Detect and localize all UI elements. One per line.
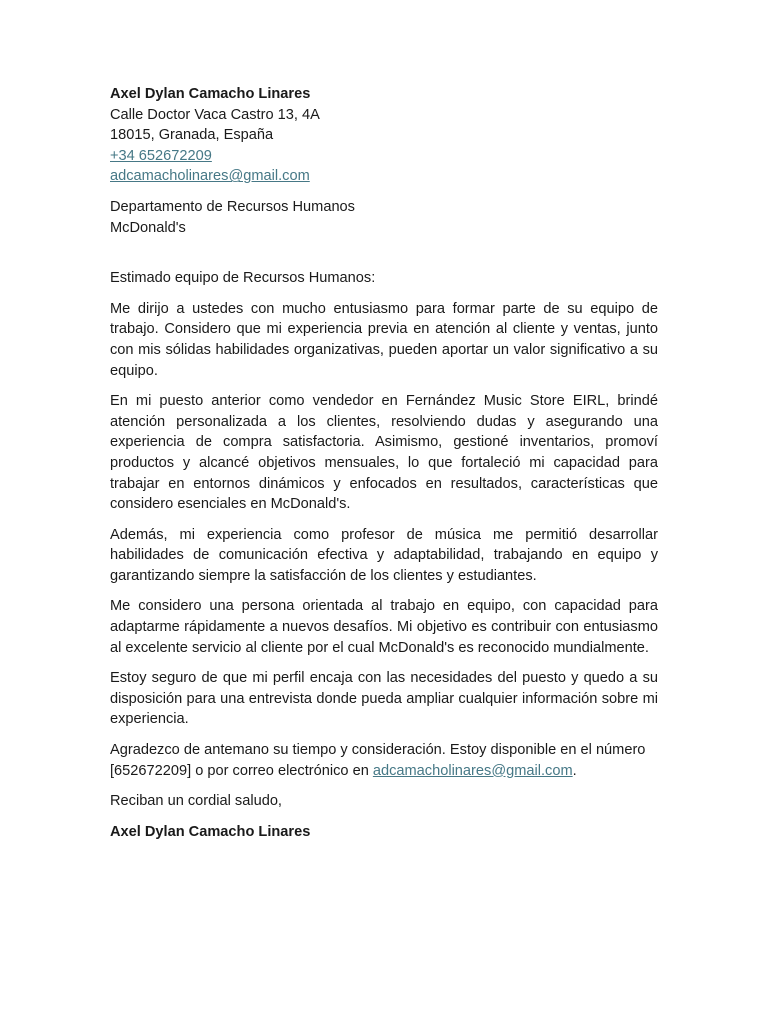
sender-email-link[interactable]: adcamacholinares@gmail.com <box>110 168 310 185</box>
spacer <box>110 238 658 268</box>
availability-email-link[interactable]: adcamacholinares@gmail.com <box>372 762 573 779</box>
sender-block <box>110 84 658 187</box>
sender-phone-link[interactable]: +34 652672209 <box>110 147 212 164</box>
body-paragraph-3: Además, mi experiencia como profesor de música me permitió desarrollar habilidades de comunicación efectiva y adaptabilidad, trabajando en equipo y garantizando siempre la satisfacción de los clientes y estudiantes. <box>110 526 658 584</box>
recipient-department: Departamento de Recursos Humanos <box>110 198 355 215</box>
availability-text: Agradezco de antemano su tiempo y consideración. Estoy disponible en el número [652672209] o por correo electrónico en <box>110 742 646 779</box>
closing: Reciban un cordial saludo, <box>110 793 282 810</box>
recipient-block <box>110 197 658 238</box>
body-paragraph-5: Estoy seguro de que mi perfil encaja con las necesidades del puesto y quedo a su disposición para una entrevista donde pueda ampliar cualquier información sobre mi experiencia. <box>110 670 658 728</box>
body-paragraph-4: Me considero una persona orientada al trabajo en equipo, con capacidad para adaptarme rápidamente a nuevos desafíos. Mi objetivo es contribuir con entusiasmo al excelente servicio al cliente por el cual McDonald's es reconocido mundialmente. <box>110 598 658 656</box>
signature: Axel Dylan Camacho Linares <box>110 823 311 840</box>
availability-end: . <box>572 762 577 779</box>
spacer <box>110 187 658 197</box>
greeting: Estimado equipo de Recursos Humanos: <box>110 270 376 287</box>
body-paragraph-2: En mi puesto anterior como vendedor en Fernández Music Store EIRL, brindé atención personalizada a los clientes, resolviendo dudas y asegurando una experiencia de compra satisfactoria. Asimismo, gestioné inventarios, promoví productos y alcancé objetivos mensuales, lo que fortaleció mi capacidad para trabajar en entornos dinámicos y enfocados en resultados, características que considero esenciales en McDonald's. <box>110 393 658 513</box>
body-paragraph-1: Me dirijo a ustedes con mucho entusiasmo para formar parte de su equipo de trabajo. Considero que mi experiencia previa en atención al cliente y ventas, junto con mis sólidas habilidades organizativas, pueden aportar un valor significativo a su equipo. <box>110 300 658 379</box>
availability-paragraph <box>110 740 658 781</box>
sender-city: 18015, Granada, España <box>110 127 274 144</box>
sender-name: Axel Dylan Camacho Linares <box>110 86 311 102</box>
recipient-company: McDonald's <box>110 219 186 236</box>
letter-page <box>110 84 658 852</box>
sender-street: Calle Doctor Vaca Castro 13, 4A <box>110 106 320 123</box>
